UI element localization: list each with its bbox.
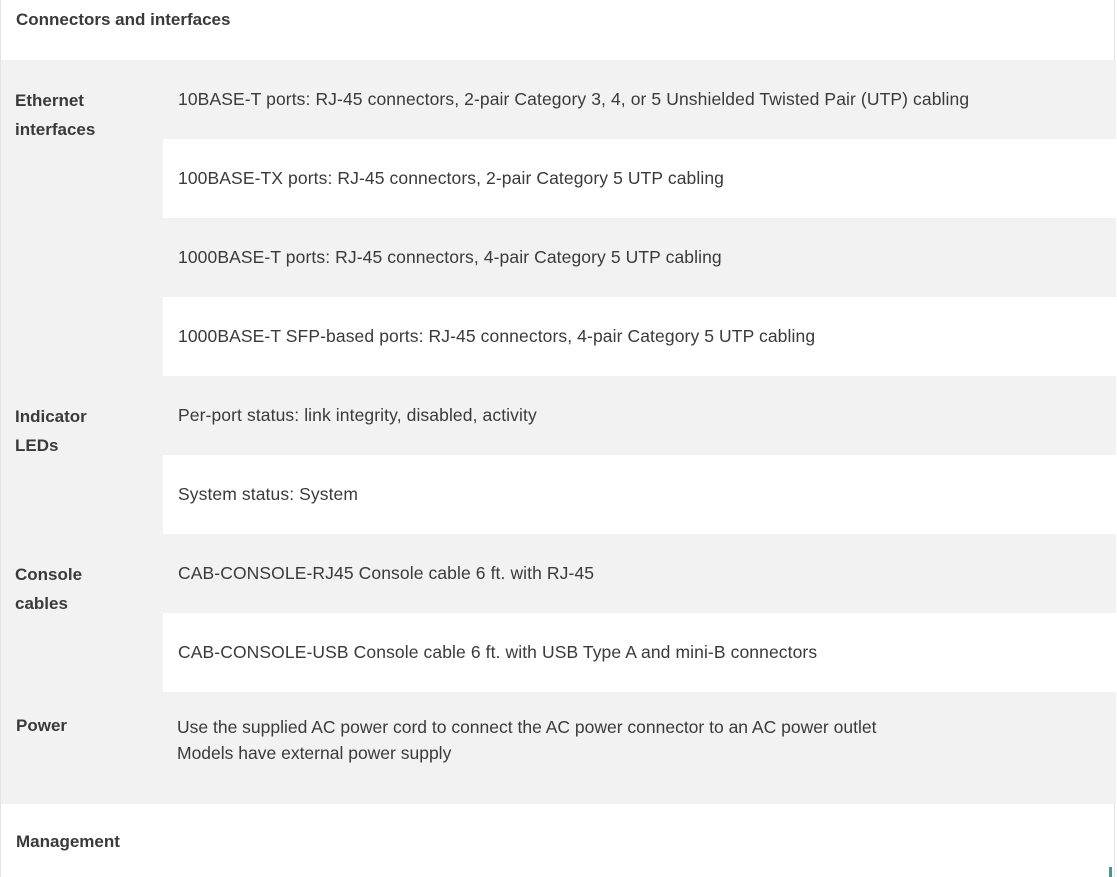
row-label-line: LEDs xyxy=(15,436,59,455)
row-value: 1000BASE-T SFP-based ports: RJ-45 connectors, 4-pair Category 5 UTP cabling xyxy=(163,297,1116,376)
row-value: Per-port status: link integrity, disabled, activity xyxy=(163,376,1116,455)
row-value: 100BASE-TX ports: RJ-45 connectors, 2-pair Category 5 UTP cabling xyxy=(163,139,1116,218)
row-value: CAB-CONSOLE-RJ45 Console cable 6 ft. with RJ-45 xyxy=(163,534,1116,613)
row-value: Use the supplied AC power cord to connect the AC power connector to an AC power outlet xyxy=(177,717,877,737)
row-label-line: Console xyxy=(15,565,83,584)
section-title-management: Management xyxy=(16,832,120,851)
row-label-console-cables xyxy=(1,534,163,692)
section-title: Connectors and interfaces xyxy=(16,10,231,29)
row-value: 10BASE-T ports: RJ-45 connectors, 2-pair Category 3, 4, or 5 Unshielded Twisted Pair (UTP) cabling xyxy=(163,60,1116,139)
row-value: Models have external power supply xyxy=(177,743,452,763)
row-value: System status: System xyxy=(163,455,1116,534)
row-label-power: Power xyxy=(16,716,68,735)
row-label-line: Ethernet xyxy=(15,91,84,110)
spec-row-indicator-leds xyxy=(1,376,1116,534)
row-values xyxy=(163,60,1116,376)
row-label-line: interfaces xyxy=(15,120,96,139)
row-value: CAB-CONSOLE-USB Console cable 6 ft. with USB Type A and mini-B connectors xyxy=(163,613,1116,692)
spec-row-console-cables xyxy=(1,534,1116,692)
row-value: 1000BASE-T ports: RJ-45 connectors, 4-pair Category 5 UTP cabling xyxy=(163,218,1116,297)
spec-row-power xyxy=(1,692,1116,804)
scroll-indicator xyxy=(1109,867,1112,877)
row-label-line: cables xyxy=(15,594,68,613)
spec-row-ethernet-interfaces xyxy=(1,60,1116,376)
row-label-ethernet-interfaces xyxy=(1,60,163,376)
row-values xyxy=(163,534,1116,692)
row-label-line: Indicator xyxy=(15,407,87,426)
row-values xyxy=(163,376,1116,534)
row-label-indicator-leds xyxy=(1,376,163,534)
row-values xyxy=(177,718,876,770)
